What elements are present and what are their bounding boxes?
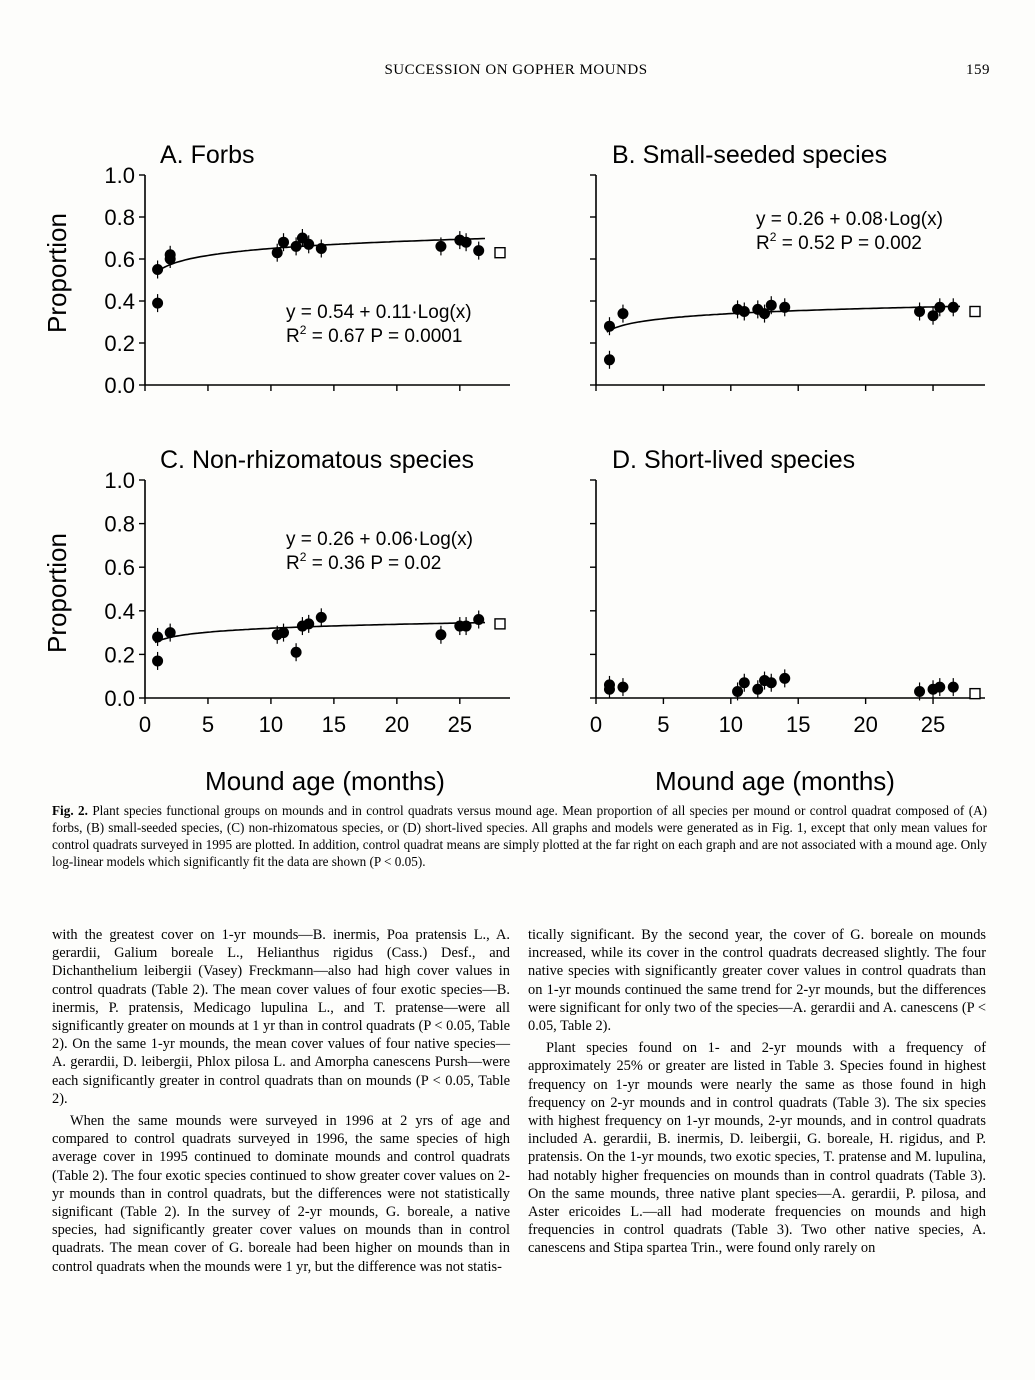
data-point <box>604 321 615 332</box>
y-tick-label: 1.0 <box>104 468 135 493</box>
data-point <box>604 679 615 690</box>
data-point <box>934 682 945 693</box>
page-number: 159 <box>966 62 990 78</box>
chart-panel-b <box>590 141 985 391</box>
x-tick-label: 10 <box>718 712 744 737</box>
data-point <box>752 684 763 695</box>
data-point <box>291 647 302 658</box>
x-tick-label: 0 <box>589 712 603 737</box>
y-tick-label: 0.6 <box>104 555 135 581</box>
paragraph: tically significant. By the second year, the cover of G. boreale on mounds increased, while its cover in the control quadrats decreased slightly. The four native species with significantly greater cover values in control quadrats than on 1-yr mounds continued the same trend for 2-yr mounds, but the differences were significant for only two of the species—A. gerardii and A. canescens (P < 0.05, Table 2). <box>528 927 986 1035</box>
data-point <box>779 302 790 313</box>
data-point <box>766 300 777 311</box>
data-point <box>316 243 327 254</box>
y-tick-label: 0.4 <box>104 289 135 314</box>
data-point <box>303 618 314 629</box>
chart-panel-c <box>104 446 510 737</box>
control-quadrat-marker <box>970 689 980 699</box>
figure-panels <box>104 141 985 737</box>
data-point <box>914 306 925 317</box>
data-point <box>739 306 750 317</box>
data-point <box>473 614 484 625</box>
y-axis-label-top: Proportion <box>42 213 72 333</box>
data-point <box>435 629 446 640</box>
caption-label: Fig. 2. <box>52 803 88 818</box>
x-tick-label: 20 <box>384 712 410 737</box>
model-stats: $R^2 = 0.36$ P = 0.02 <box>286 550 442 574</box>
data-point <box>165 627 176 638</box>
paragraph: When the same mounds were surveyed in 1996 at 2 yrs of age and compared to control quadrats surveyed in 1996, the same species of high average cover in 1995 continued to dominate mounds and control quadrats (Table 2). The four exotic species continued to show greater cover values on 2-yr mounds than in control quadrats, but the differences were not statistically significant (Table 2). In the survey of 2-yr mounds, G. boreale, a native species, had significantly greater cover values on mounds than in control quadrats. The mean cover of G. boreale had been higher on mounds than in control quadrats when the mounds were 1 yr, but the difference was not statis- <box>52 1113 510 1275</box>
data-point <box>435 241 446 252</box>
y-tick-label: 0.2 <box>104 642 135 668</box>
data-point <box>473 245 484 256</box>
model-curve <box>155 623 485 643</box>
x-tick-label: 5 <box>201 712 215 737</box>
data-point <box>152 264 163 275</box>
data-point <box>914 686 925 697</box>
model-equation: y = 0.54 + 0.11·Log(x) <box>286 302 472 323</box>
data-point <box>165 249 176 260</box>
data-point <box>152 298 163 309</box>
x-tick-label: 0 <box>138 712 152 737</box>
x-tick-label: 25 <box>447 712 473 737</box>
body-column-left <box>52 926 510 1280</box>
x-tick-label: 15 <box>321 712 347 737</box>
data-point <box>617 682 628 693</box>
x-tick-label: 25 <box>920 712 946 737</box>
data-point <box>604 354 615 365</box>
model-equation: y = 0.26 + 0.06·Log(x) <box>286 529 473 550</box>
control-quadrat-marker <box>495 619 505 629</box>
model-stats: $R^2 = 0.67$ P = 0.0001 <box>286 323 463 347</box>
data-point <box>461 237 472 248</box>
x-axis-label-right: Mound age (months) <box>655 766 895 796</box>
body-column-right <box>528 926 986 1262</box>
running-title: SUCCESSION ON GOPHER MOUNDS <box>384 62 648 78</box>
panel-title: B. Small-seeded species <box>612 141 888 169</box>
panel-title: C. Non-rhizomatous species <box>160 446 475 474</box>
model-equation: y = 0.26 + 0.08·Log(x) <box>756 209 943 230</box>
data-point <box>732 686 743 697</box>
data-point <box>461 621 472 632</box>
caption-text: Plant species functional groups on mounds and in control quadrats versus mound age. Mean proportion of all species per mound or control quadrat composed of (A) forbs, (B) small-seeded species, (C) non-rhizomatous species, or (D) short-lived species. All graphs and models were generated as in Fig. 1, except that only mean values for control quadrats surveyed in 1995 are plotted. In addition, control quadrat means are simply plotted at the far right on each graph and are not associated with a mound age. Only log-linear models which significantly fit the data are shown (P < 0.05). <box>52 803 988 869</box>
y-tick-label: 0.8 <box>104 205 135 230</box>
control-quadrat-marker <box>970 307 980 317</box>
figure-caption <box>52 802 987 870</box>
y-tick-label: 0.2 <box>104 331 135 356</box>
control-quadrat-marker <box>495 248 505 258</box>
model-stats: $R^2 = 0.52$ P = 0.002 <box>756 230 922 254</box>
data-point <box>948 682 959 693</box>
data-point <box>934 302 945 313</box>
data-point <box>152 655 163 666</box>
y-tick-label: 0.6 <box>104 247 135 272</box>
x-tick-label: 5 <box>657 712 670 737</box>
data-point <box>278 627 289 638</box>
chart-panel-d <box>590 446 985 737</box>
paragraph: Plant species found on 1- and 2-yr mounds with a frequency of approximately 25% or greater are listed in Table 3. Species found in highest frequency on 1-yr mounds were nearly the same as those found in high frequency on 2-yr mounds and in control quadrats (Table 3). The six species with highest frequency on 1-yr mounds, 2-yr mounds, and in control quadrats included A. gerardii, B. inermis, D. leibergii, G. boreale, H. rigidus, and P. pratensis. On the 1-yr mounds, two exotic species, T. pratense and M. lupulina, had notably higher frequencies on mounds than in control quadrats (Table 3). On the same mounds, three native plant species—A. gerardii, P. pilosa, and Aster ericoides L.—all had moderate frequencies on mounds and high frequencies in control quadrats (Table 3). Two other native species, A. canescens and Stipa spartea Trin., were found only rarely on <box>528 1040 986 1257</box>
x-tick-label: 10 <box>258 712 284 737</box>
y-tick-label: 0.0 <box>104 373 135 398</box>
x-axis-label-left: Mound age (months) <box>205 766 445 796</box>
data-point <box>617 308 628 319</box>
data-point <box>779 673 790 684</box>
chart-panel-a <box>104 141 510 398</box>
y-tick-label: 1.0 <box>104 163 135 188</box>
panel-title: A. Forbs <box>160 141 255 169</box>
y-tick-label: 0.8 <box>104 511 135 537</box>
panel-title: D. Short-lived species <box>612 446 856 474</box>
data-point <box>272 247 283 258</box>
y-axis-label-bottom: Proportion <box>42 533 72 653</box>
data-point <box>278 237 289 248</box>
data-point <box>766 677 777 688</box>
data-point <box>316 612 327 623</box>
data-point <box>948 302 959 313</box>
paragraph: with the greatest cover on 1-yr mounds—B. inermis, Poa pratensis L., A. gerardii, Galium boreale L., Helianthus rigidus (Cass.) Desf., and Dichanthelium leibergii (Vasey) Freckmann—also had high cover values in control quadrats (Table 2). The mean cover values of four exotic species—B. inermis, P. pratensis, Medicago lupulina L., and T. pratense—were all significantly greater on mounds at 1 yr than in control quadrats (P < 0.05, Table 2). On the same 1-yr mounds, the mean cover values of four native species—A. gerardii, D. leibergii, Phlox pilosa L. and Amorpha canescens Pursh—were each significantly greater in control quadrats than on mounds (P < 0.05, Table 2). <box>52 927 510 1107</box>
x-tick-label: 15 <box>785 712 811 737</box>
y-tick-label: 0.4 <box>104 598 135 624</box>
data-point <box>739 677 750 688</box>
data-point <box>303 239 314 250</box>
x-tick-label: 20 <box>853 712 878 737</box>
data-point <box>152 631 163 642</box>
y-tick-label: 0.0 <box>104 686 135 711</box>
